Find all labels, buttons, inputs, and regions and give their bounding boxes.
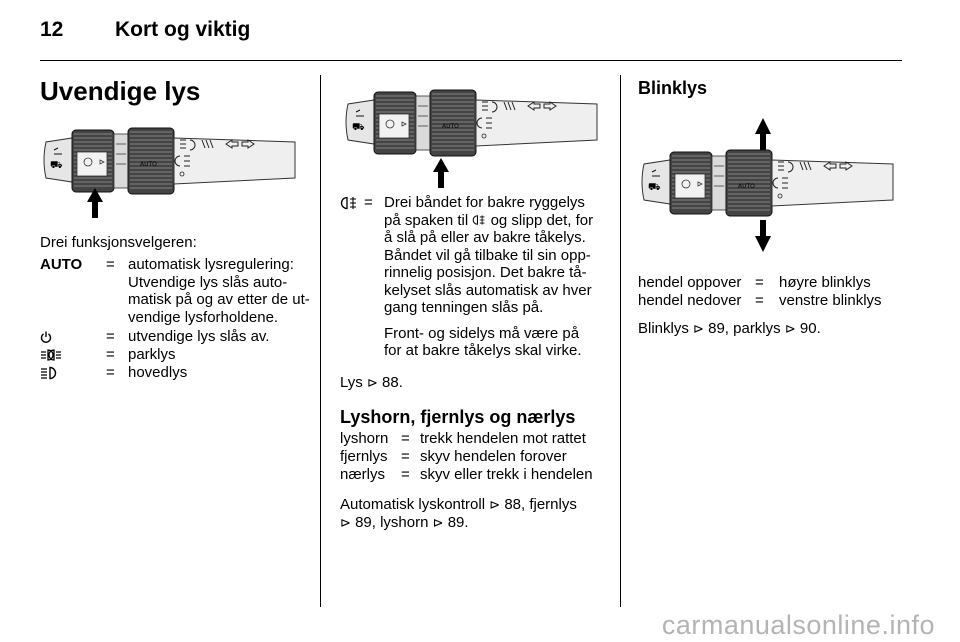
line: på spaken til [384, 211, 469, 229]
page-ref[interactable]: 88. [382, 374, 403, 391]
def-key-auto: AUTO [40, 256, 83, 273]
def-row-headlights [40, 364, 320, 382]
def-eq: = [106, 256, 115, 273]
auto-label: AUTO [442, 123, 459, 130]
rear-fog-light-icon [472, 214, 486, 226]
line: rinnelig posisjon. Det bakre tå- [384, 264, 587, 281]
def-key: hendel nedover [638, 292, 742, 309]
arrow-up-icon [755, 118, 771, 150]
def-row-flash [340, 430, 615, 448]
def-row-parking [40, 346, 320, 364]
ref-text: Lys [340, 374, 363, 391]
column-divider-1 [320, 75, 321, 607]
auto-label: AUTO [738, 183, 755, 190]
def-eq: = [401, 466, 410, 483]
def-value: parklys [128, 346, 176, 363]
def-eq: = [401, 448, 410, 465]
line: Drei båndet for bakre ryggelys [384, 194, 585, 211]
def-eq: = [106, 364, 115, 381]
cross-reference-turn-signals [638, 320, 821, 338]
def-row-high-beam [340, 448, 615, 466]
page-number: 12 [40, 18, 64, 41]
line: matisk på og av etter de ut- [128, 291, 310, 308]
def-value: skyv eller trekk i hendelen [420, 466, 593, 483]
def-eq: = [755, 274, 764, 291]
auto-label: AUTO [140, 161, 157, 168]
def-key: fjernlys [340, 448, 388, 465]
def-row-low-beam [340, 466, 615, 484]
def-eq: = [401, 430, 410, 447]
def-value: venstre blinklys [779, 292, 882, 309]
parking-light-icon [40, 348, 62, 362]
page-ref-arrow-icon: ⊳ [366, 375, 378, 390]
subsection-title-flash-high-low: Lyshorn, fjernlys og nærlys [340, 407, 576, 427]
def-eq: = [364, 194, 373, 211]
def-value [128, 256, 310, 326]
def-value [384, 194, 614, 360]
page-ref[interactable]: 89. [447, 514, 469, 531]
def-row-lever-up [638, 274, 900, 292]
headlight-icon [40, 366, 58, 380]
column-divider-2 [620, 75, 621, 607]
footer-watermark: carmanualsonline.info [661, 610, 935, 640]
line: Utvendige lys slås auto- [128, 273, 288, 291]
cross-reference-high-beam-flash [340, 514, 469, 532]
def-key: lyshorn [340, 430, 389, 447]
arrow-down-icon [755, 220, 771, 252]
def-value: utvendige lys slås av. [128, 328, 270, 345]
line: for at bakre tåkelys skal virke. [384, 342, 582, 359]
power-off-icon [40, 330, 52, 344]
section-title-turn-signals: Blinklys [638, 78, 708, 98]
line: automatisk lysregulering: [128, 256, 294, 273]
page-ref[interactable]: 89, parklys [708, 320, 781, 337]
lever-illustration-3 [638, 112, 900, 254]
line: og slipp det, for [490, 211, 594, 229]
page-ref-arrow-icon: ⊳ [340, 515, 351, 530]
def-eq: = [106, 328, 115, 345]
rear-fog-light-icon [340, 196, 358, 210]
lever-illustration-1 [40, 120, 302, 220]
def-value: skyv hendelen forover [420, 448, 567, 465]
page-ref-arrow-icon: ⊳ [784, 321, 796, 336]
line: Båndet vil gå tilbake til sin opp- [384, 246, 591, 264]
page-ref[interactable]: 90. [799, 320, 821, 337]
def-value: trekk hendelen mot rattet [420, 430, 586, 447]
arrow-up-icon [433, 158, 449, 188]
def-key: nærlys [340, 466, 386, 483]
section-title-exterior-lights: Uvendige lys [40, 76, 201, 106]
def-eq: = [106, 346, 115, 363]
def-value: hovedlys [128, 364, 188, 381]
def-row-auto [40, 256, 320, 326]
line: Front- og sidelys må være på [384, 324, 580, 342]
chapter-title: Kort og viktig [115, 18, 251, 41]
def-row-off [40, 328, 320, 346]
page-ref[interactable]: 89, lyshorn [355, 514, 429, 531]
def-row-lever-down [638, 292, 900, 310]
ref-text: Automatisk lyskontroll [340, 496, 486, 513]
intro-text: Drei funksjonsvelgeren: [40, 234, 197, 251]
line: gang tenningen slås på. [384, 299, 544, 316]
page-ref[interactable]: 88, fjernlys [504, 496, 577, 513]
cross-reference-lights [340, 374, 403, 392]
page-ref-arrow-icon: ⊳ [489, 497, 501, 512]
cross-reference-auto-lights [340, 496, 577, 514]
page-ref-arrow-icon: ⊳ [432, 515, 444, 530]
header-rule [40, 60, 902, 61]
def-row-rear-fog [340, 194, 615, 359]
def-eq: = [755, 292, 764, 309]
line: kelyset slås automatisk av hver [384, 281, 592, 299]
line: å slå på eller av bakre tåkelys. [384, 229, 586, 246]
page-ref-arrow-icon: ⊳ [693, 321, 704, 336]
line: vendige lysforholdene. [128, 308, 279, 326]
ref-text: Blinklys [638, 320, 689, 337]
lever-illustration-2 [342, 82, 604, 190]
def-key: hendel oppover [638, 274, 742, 291]
def-value: høyre blinklys [779, 274, 871, 291]
